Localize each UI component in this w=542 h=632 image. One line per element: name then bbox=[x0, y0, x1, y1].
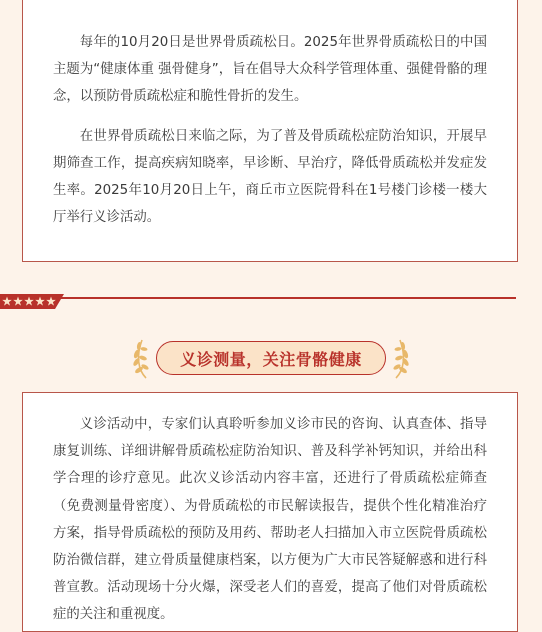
intro-paragraph: 在世界骨质疏松日来临之际，为了普及骨质疏松症防治知识，开展早期筛查工作，提高疾病知晓率，早诊断、早治疗，降低骨质疏松并发症发生率。2025年10月20日上午，商丘市立医院骨科在1号楼门诊楼一楼大厅举行义诊活动。 bbox=[53, 128, 487, 226]
divider-star-ribbon bbox=[0, 294, 64, 309]
star-icon bbox=[24, 297, 34, 306]
divider-line bbox=[0, 297, 516, 299]
intro-card bbox=[22, 0, 518, 262]
activity-paragraph: 义诊活动中，专家们认真聆听参加义诊市民的咨询、认真查体、指导康复训练、详细讲解骨质疏松症防治知识、普及科学补钙知识，并给出科学合理的诊疗意见。此次义诊活动内容丰富，还进行了骨质疏松症筛查（免费测量骨密度）、为骨质疏松的市民解读报告，提供个性化精准治疗方案，指导骨质疏松的预防及用药、帮助老人扫描加入市立医院骨质疏松防治微信群，建立骨质量健康档案，以方便为广大市民答疑解惑和进行科普宣教。活动现场十分火爆，深受老人们的喜爱，提高了他们对骨质疏松症的关注和重视度。 bbox=[53, 417, 487, 623]
star-icon bbox=[46, 297, 56, 306]
star-icon bbox=[2, 297, 12, 306]
laurel-left-icon bbox=[130, 336, 152, 380]
star-icon bbox=[35, 297, 45, 306]
activity-card bbox=[22, 392, 518, 632]
intro-paragraph: 每年的10月20日是世界骨质疏松日。2025年世界骨质疏松日的中国主题为“健康体重 强骨健身”，旨在倡导大众科学管理体重、强健骨骼的理念，以预防骨质疏松症和脆性骨折的发生。 bbox=[53, 35, 487, 105]
heading-pill bbox=[156, 341, 386, 375]
star-icon bbox=[13, 297, 23, 306]
heading-title: 义诊测量，关注骨骼健康 bbox=[180, 349, 362, 369]
stars-icon bbox=[2, 296, 60, 307]
section-heading bbox=[130, 336, 412, 380]
laurel-right-icon bbox=[390, 336, 412, 380]
